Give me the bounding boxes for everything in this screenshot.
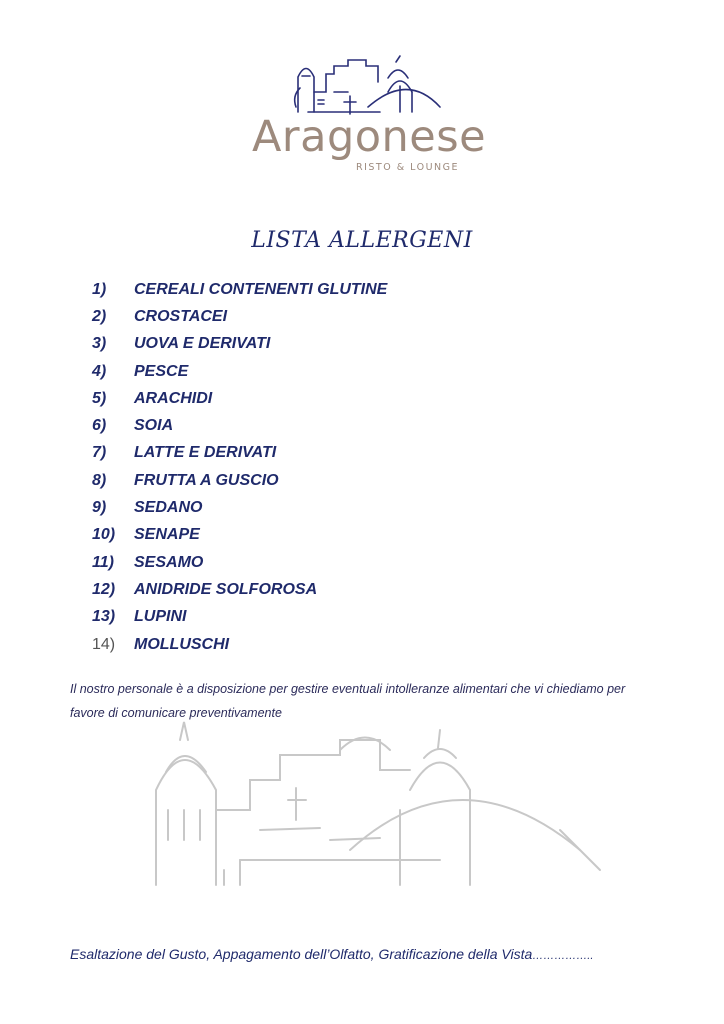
list-item xyxy=(92,331,387,358)
item-number: 5) xyxy=(92,389,107,407)
item-number: 1) xyxy=(92,280,107,298)
item-label: PESCE xyxy=(134,362,189,380)
item-label: FRUTTA A GUSCIO xyxy=(134,471,279,489)
list-item xyxy=(92,303,387,330)
item-label: SEDANO xyxy=(134,499,203,517)
item-number: 9) xyxy=(92,499,107,517)
logo-wordmark: Aragonese xyxy=(252,112,487,162)
item-number: 6) xyxy=(92,417,107,435)
item-number: 12) xyxy=(92,580,116,598)
list-item xyxy=(92,549,387,576)
item-label: SESAMO xyxy=(134,553,204,571)
list-item xyxy=(92,440,387,467)
footer-tagline xyxy=(70,946,690,962)
item-label: LATTE E DERIVATI xyxy=(134,444,277,462)
item-label: CROSTACEI xyxy=(134,307,228,325)
allergen-list xyxy=(92,276,387,658)
item-label: SENAPE xyxy=(134,526,200,544)
footer-dots: …………….. xyxy=(532,950,594,962)
item-label: LUPINI xyxy=(134,608,187,626)
item-label: MOLLUSCHI xyxy=(134,635,230,653)
item-number: 10) xyxy=(92,526,116,544)
item-number: 7) xyxy=(92,444,107,462)
item-number: 8) xyxy=(92,471,107,489)
item-label: CEREALI CONTENENTI GLUTINE xyxy=(134,280,388,298)
list-item xyxy=(92,631,387,658)
item-number: 2) xyxy=(92,307,107,325)
list-item xyxy=(92,604,387,631)
item-label: ARACHIDI xyxy=(134,389,213,407)
staff-note-line: Il nostro personale è a disposizione per gestire eventuali intolleranze alimentari che vi chiediamo per xyxy=(70,682,626,696)
item-number: 14) xyxy=(92,635,116,653)
item-label: UOVA E DERIVATI xyxy=(134,335,271,353)
item-number: 3) xyxy=(92,335,107,353)
item-number: 13) xyxy=(92,608,116,626)
list-item xyxy=(92,276,387,303)
list-item xyxy=(92,412,387,439)
item-label: ANIDRIDE SOLFOROSA xyxy=(134,580,318,598)
list-item xyxy=(92,522,387,549)
item-number: 11) xyxy=(92,553,114,571)
staff-note-line: favore di comunicare preventivamente xyxy=(70,706,282,720)
list-item xyxy=(92,385,387,412)
list-item xyxy=(92,576,387,603)
list-item xyxy=(92,467,387,494)
page-title: LISTA ALLERGENI xyxy=(251,228,473,253)
list-item xyxy=(92,494,387,521)
item-label: SOIA xyxy=(134,417,174,435)
logo-subtitle: RISTO & LOUNGE xyxy=(356,162,460,173)
item-number: 4) xyxy=(92,362,107,380)
footer-text: Esaltazione del Gusto, Appagamento dell’Olfatto, Gratificazione della Vista xyxy=(70,946,533,962)
building-sketch-watermark-icon xyxy=(140,710,610,890)
list-item xyxy=(92,358,387,385)
